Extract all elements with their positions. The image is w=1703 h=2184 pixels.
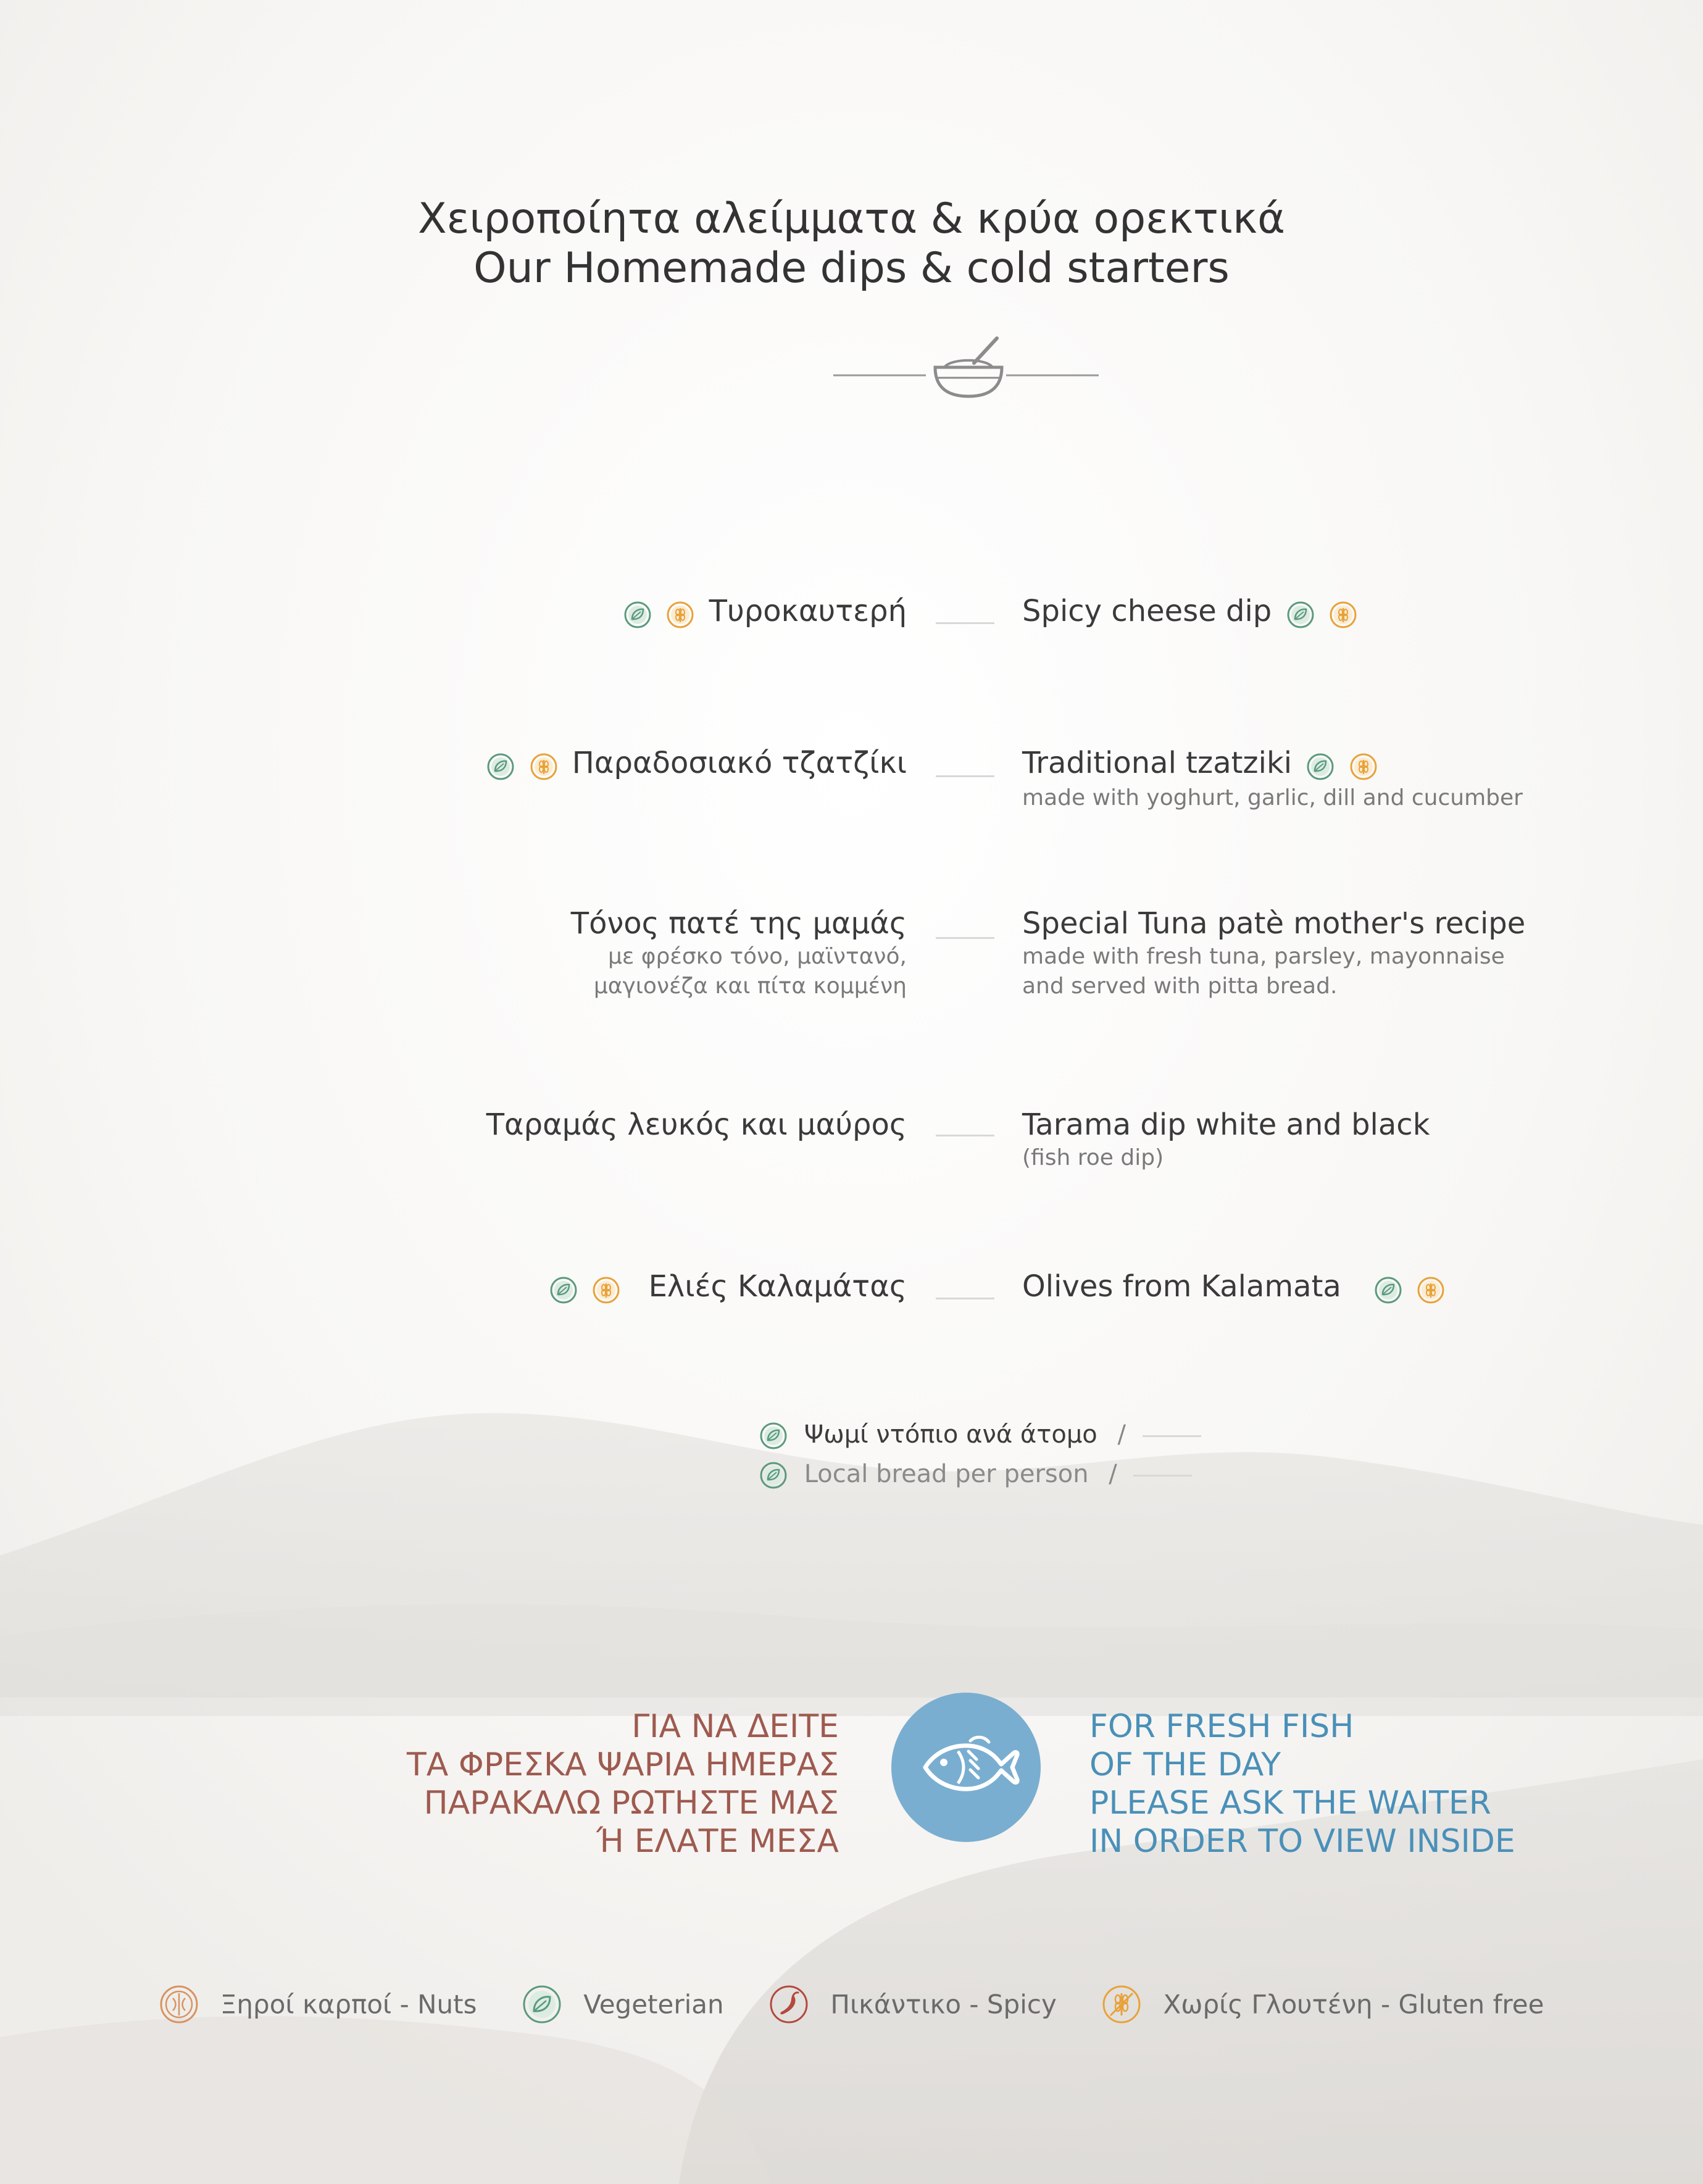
fresh-fish-greek-line: ΤΑ ΦΡΕΣΚΑ ΨΑΡΙΑ ΗΜΕΡΑΣ <box>407 1746 839 1783</box>
price-placeholder <box>936 775 994 777</box>
dietary-legend <box>0 1985 1703 2024</box>
vegetarian-icon <box>549 1276 578 1304</box>
vegetarian-icon <box>1286 601 1315 629</box>
menu-item-english <box>1022 1268 1445 1307</box>
fresh-fish-greek-line: ΓΙΑ ΝΑ ΔΕΙΤΕ <box>631 1708 839 1745</box>
legend-item-gluten-free <box>1102 1985 1544 2024</box>
menu-item-greek-name: Τόνος πατέ της μαμάς <box>570 906 907 941</box>
price-placeholder <box>936 1298 994 1299</box>
spicy-icon <box>769 1985 809 2024</box>
menu-item-greek-name: Ελιές Καλαμάτας <box>648 1269 907 1304</box>
vegetarian-icon <box>486 752 515 781</box>
gluten-free-icon <box>1417 1276 1445 1304</box>
menu-item-english-name: Spicy cheese dip <box>1022 594 1272 628</box>
menu-item-greek <box>623 593 907 631</box>
legend-item-spicy <box>769 1985 1057 2024</box>
fresh-fish-english-line: IN ORDER TO VIEW INSIDE <box>1089 1823 1515 1860</box>
fish-icon <box>891 1693 1041 1842</box>
menu-item-english <box>1022 593 1357 631</box>
vegetarian-icon <box>1306 752 1335 781</box>
price-placeholder <box>936 1135 994 1136</box>
fresh-fish-english <box>1089 1707 1515 1861</box>
menu-item-description: με φρέσκο τόνο, μαϊντανό, <box>608 944 907 969</box>
bread-slash: / <box>1109 1460 1117 1488</box>
vegetarian-icon <box>1374 1276 1402 1304</box>
menu-item-greek <box>486 744 907 783</box>
vegetarian-icon <box>522 1985 562 2024</box>
heading-greek: Χειροποίητα αλείμματα & κρύα ορεκτικά <box>418 194 1285 243</box>
menu-item-english <box>1022 744 1523 813</box>
gluten-free-icon <box>592 1276 620 1304</box>
menu-item-english-name: Olives from Kalamata <box>1022 1269 1341 1304</box>
nuts-icon <box>159 1985 199 2024</box>
vegetarian-icon <box>759 1422 788 1450</box>
bread-english-row <box>759 1458 1192 1490</box>
menu-item-greek <box>486 1106 907 1143</box>
vegetarian-icon <box>623 601 652 629</box>
gluten-free-icon <box>1329 601 1357 629</box>
legend-item-nuts <box>159 1985 477 2024</box>
heading-english: Our Homemade dips & cold starters <box>473 244 1230 293</box>
menu-item-english-name: Traditional tzatziki <box>1022 746 1293 780</box>
price-placeholder <box>1133 1475 1192 1477</box>
menu-item-english <box>1022 905 1525 1001</box>
bowl-icon <box>827 333 1111 401</box>
bread-greek-label: Ψωμί ντόπιο ανά άτομο <box>804 1420 1097 1449</box>
gluten-free-icon <box>1102 1985 1141 2024</box>
menu-item-english-name: Tarama dip white and black <box>1022 1107 1430 1142</box>
menu-item-description: made with fresh tuna, parsley, mayonnaise <box>1022 944 1505 969</box>
price-placeholder <box>1143 1435 1201 1437</box>
menu-item-description: (fish roe dip) <box>1022 1145 1164 1170</box>
fresh-fish-greek <box>407 1707 839 1861</box>
legend-label: Πικάντικο - Spicy <box>830 1989 1057 2020</box>
fresh-fish-english-line: OF THE DAY <box>1089 1746 1281 1783</box>
menu-item-greek <box>571 905 907 1001</box>
fresh-fish-english-line: PLEASE ASK THE WAITER <box>1089 1785 1491 1822</box>
menu-item-english <box>1022 1106 1430 1173</box>
gluten-free-icon <box>530 752 558 781</box>
bread-greek-row <box>759 1419 1201 1451</box>
price-placeholder <box>936 622 994 624</box>
fresh-fish-greek-line: ΠΑΡΑΚΑΛΩ ΡΩΤΗΣΤΕ ΜΑΣ <box>423 1785 839 1822</box>
menu-item-english-name: Special Tuna patè mother's recipe <box>1022 906 1526 941</box>
price-placeholder <box>936 937 994 939</box>
menu-item-greek-name: Τυροκαυτερή <box>709 594 907 628</box>
menu-item-greek-name: Ταραμάς λευκός και μαύρος <box>486 1107 907 1142</box>
menu-item-description: made with yoghurt, garlic, dill and cucumber <box>1022 785 1523 811</box>
legend-label: Vegeterian <box>583 1989 724 2020</box>
bread-english-label: Local bread per person <box>804 1460 1089 1488</box>
gluten-free-icon <box>666 601 694 629</box>
menu-item-description: and served with pitta bread. <box>1022 973 1338 999</box>
fresh-fish-english-line: FOR FRESH FISH <box>1089 1708 1354 1745</box>
vegetarian-icon <box>759 1461 788 1490</box>
menu-item-greek-name: Παραδοσιακό τζατζίκι <box>572 746 907 780</box>
gluten-free-icon <box>1349 752 1378 781</box>
legend-item-vegetarian <box>522 1985 724 2024</box>
legend-label: Ξηροί καρποί - Nuts <box>220 1989 477 2020</box>
bread-slash: / <box>1117 1420 1126 1449</box>
legend-label: Χωρίς Γλουτένη - Gluten free <box>1163 1989 1544 2020</box>
menu-item-greek <box>549 1268 907 1307</box>
menu-item-description: μαγιονέζα και πίτα κομμένη <box>593 973 907 999</box>
fresh-fish-greek-line: Ή ΕΛΑΤΕ ΜΕΣΑ <box>596 1823 839 1860</box>
